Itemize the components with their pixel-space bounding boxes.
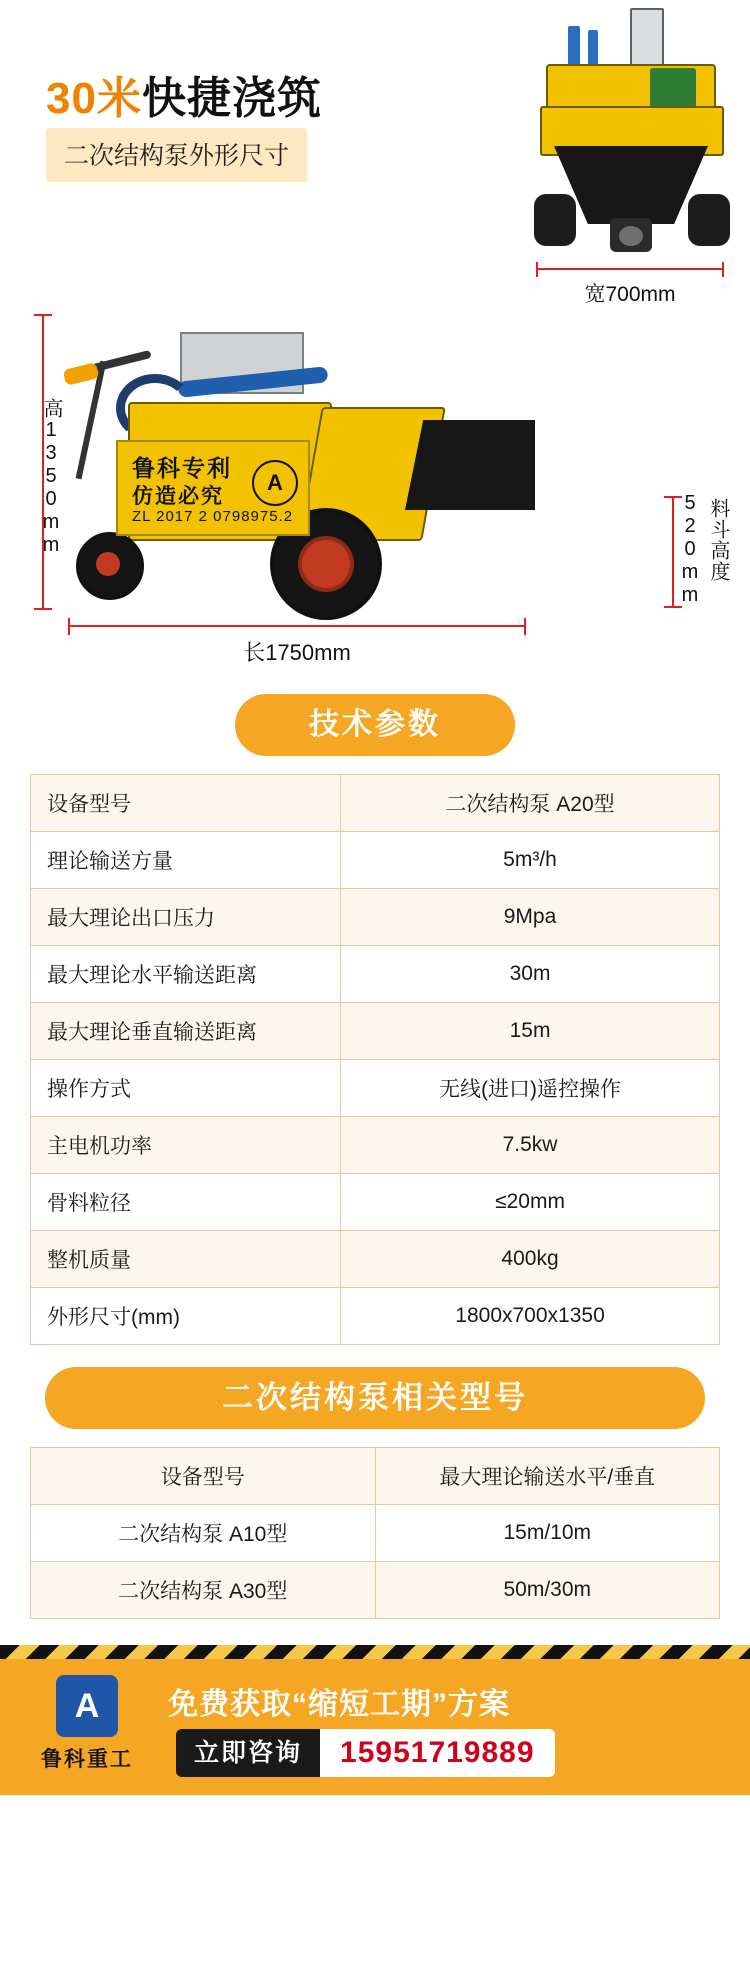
spec-key: 主电机功率 (31, 1117, 341, 1174)
page-title (46, 62, 322, 126)
front-motor (650, 68, 696, 108)
side-handle-grip (63, 362, 100, 386)
table-row (31, 1231, 720, 1288)
table-row (31, 1174, 720, 1231)
table-row (31, 1562, 720, 1619)
headline-rest: 快捷浇筑 (141, 74, 322, 123)
patent-sign-line1: 鲁科专利 (132, 455, 232, 481)
spec-value: 二次结构泵 A20型 (341, 775, 720, 832)
side-hopper (405, 420, 535, 510)
dimension-hopper-label: 料斗高度 (707, 498, 729, 582)
spec-key: 最大理论垂直输送距离 (31, 1003, 341, 1060)
model-distance: 15m/10m (375, 1505, 720, 1562)
spec-key: 最大理论出口压力 (31, 889, 341, 946)
table-row (31, 1003, 720, 1060)
dimension-length-label: 长1750mm (243, 640, 351, 665)
consult-button[interactable]: 立即咨询 (176, 1729, 320, 1777)
spec-value: 5m³/h (341, 832, 720, 889)
patent-sign-line3: ZL 2017 2 0798975.2 (132, 508, 294, 525)
headline-highlight: 30米 (46, 74, 142, 123)
dimension-width-label: 宽700mm (584, 283, 676, 306)
front-wheel-right (688, 194, 730, 246)
company-logo-icon: A (56, 1675, 118, 1737)
hazard-stripe (0, 1645, 750, 1659)
models-header-col2: 最大理论输送水平/垂直 (375, 1448, 720, 1505)
spec-key: 骨料粒径 (31, 1174, 341, 1231)
front-hopper (554, 146, 708, 224)
spec-table (30, 774, 720, 1345)
model-name: 二次结构泵 A30型 (31, 1562, 376, 1619)
table-row (31, 1288, 720, 1345)
spec-section-title: 技术参数 (235, 694, 515, 756)
dimension-length (64, 618, 530, 667)
dimension-height-cap-bottom (34, 608, 52, 610)
table-row (31, 832, 720, 889)
side-front-wheel (76, 532, 144, 600)
dimension-hopper-line (672, 496, 674, 608)
phone-number[interactable]: 15951719889 (320, 1729, 555, 1777)
table-row (31, 1060, 720, 1117)
footer-banner (0, 1645, 750, 1795)
dimension-height (14, 308, 60, 616)
dimension-height-label: 高1350mm (40, 398, 62, 557)
spec-value: 9Mpa (341, 889, 720, 946)
side-view-section (0, 302, 750, 672)
brand-logo-icon: A (252, 460, 298, 506)
header-section (0, 0, 750, 306)
model-name: 二次结构泵 A10型 (31, 1505, 376, 1562)
table-row (31, 946, 720, 1003)
spec-value: 400kg (341, 1231, 720, 1288)
models-section-title: 二次结构泵相关型号 (45, 1367, 705, 1429)
company-name: 鲁科重工 (41, 1748, 133, 1771)
dimension-height-cap-top (34, 314, 52, 316)
models-header-col1: 设备型号 (31, 1448, 376, 1505)
dimension-length-cap-right (524, 618, 526, 635)
dimension-width-bar (528, 262, 732, 276)
dimension-width-cap-left (536, 262, 538, 277)
footer-cta[interactable] (176, 1729, 555, 1777)
spec-value: 7.5kw (341, 1117, 720, 1174)
spec-value: 15m (341, 1003, 720, 1060)
table-row (31, 775, 720, 832)
patent-sign-line2: 仿造必究 (132, 485, 224, 508)
spec-key: 整机质量 (31, 1231, 341, 1288)
table-row (31, 1505, 720, 1562)
footer-logo (22, 1675, 152, 1773)
spec-value: 无线(进口)遥控操作 (341, 1060, 720, 1117)
spec-key: 外形尺寸(mm) (31, 1288, 341, 1345)
footer-slogan: 免费获取“缩短工期”方案 (168, 1688, 510, 1721)
table-row (31, 889, 720, 946)
page-subtitle: 二次结构泵外形尺寸 (46, 128, 307, 182)
model-distance: 50m/30m (375, 1562, 720, 1619)
dimension-length-bar (64, 618, 530, 634)
spec-value: 1800x700x1350 (341, 1288, 720, 1345)
dimension-width-cap-right (722, 262, 724, 277)
spec-key: 最大理论水平输送距离 (31, 946, 341, 1003)
spec-value: 30m (341, 946, 720, 1003)
front-wheel-left (534, 194, 576, 246)
dimension-hopper-value: 520mm (679, 492, 701, 607)
spec-key: 设备型号 (31, 775, 341, 832)
table-header-row (31, 1448, 720, 1505)
table-row (31, 1117, 720, 1174)
spec-value: ≤20mm (341, 1174, 720, 1231)
patent-sign (116, 440, 310, 536)
dimension-length-cap-left (68, 618, 70, 635)
dimension-hopper-height (662, 492, 732, 612)
machine-front-view-illustration (532, 8, 732, 268)
spec-key: 理论输送方量 (31, 832, 341, 889)
models-table (30, 1447, 720, 1619)
machine-side-view-illustration (60, 312, 570, 622)
spec-key: 操作方式 (31, 1060, 341, 1117)
front-outlet-tube (610, 218, 652, 252)
